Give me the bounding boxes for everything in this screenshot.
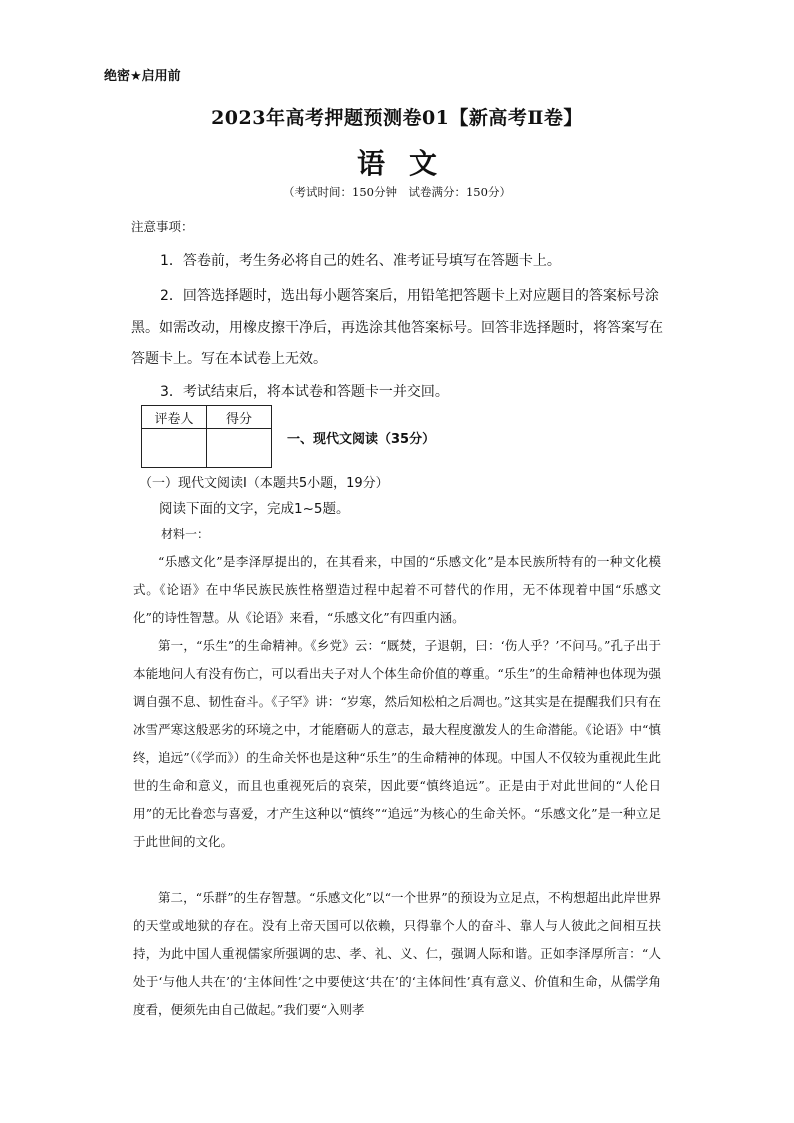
exam-info: （考试时间：150分钟 试卷满分：150分）	[283, 185, 511, 199]
notice-item-1: 1．答卷前，考生务必将自己的姓名、准考证号填写在答题卡上。	[160, 253, 561, 269]
notice-item-2-cont2: 答题卡上。写在本试卷上无效。	[131, 351, 327, 367]
grader-cell	[142, 429, 207, 468]
confidential-mark: 绝密★启用前	[104, 69, 181, 84]
exam-title: 2023年高考押题预测卷01【新高考Ⅱ卷】	[211, 107, 583, 129]
grader-label: 评卷人	[142, 406, 207, 429]
section-heading: 一、现代文阅读（35分）	[287, 432, 436, 447]
paragraph-1: “乐感文化”是李泽厚提出的，在其看来，中国的“乐感文化”是本民族所特有的一种文化模式。《论语》在中华民族民族性格塑造过程中起着不可替代的作用，无不体现着中国“乐感文化”的诗性智慧。从《论语》来看，“乐感文化”有四重内涵。	[133, 554, 661, 625]
paragraph-3: 第二，“乐群”的生存智慧。“乐感文化”以“一个世界”的预设为立足点，不构想超出此岸世界的天堂或地狱的存在。没有上帝天国可以依赖，只得靠个人的奋斗、靠人与人彼此之间相互扶持，为此中国人重视儒家所强调的忠、孝、礼、义、仁，强调人际和谐。正如李泽厚所言：“人处于‘与他人共在’的‘主体间性’之中要使这‘共在’的‘主体间性’真有意义、价值和生命，从儒学角度看，便须先由自己做起。”我们要“入则孝	[133, 890, 661, 1017]
paragraph-2: 第一，“乐生”的生命精神。《乡党》云：“厩焚，子退朝，曰：‘伤人乎？’不问马。”孔子出于本能地问人有没有伤亡，可以看出夫子对人个体生命价值的尊重。“乐生”的生命精神也体现为强调自强不息、韧性奋斗。《子罕》讲：“岁寒，然后知松柏之后凋也。”这其实是在提醒我们只有在冰雪严寒这般恶劣的环境之中，才能磨砺人的意志，最大程度激发人的生命潜能。《论语》中“慎终，追远”（《学而》）的生命关怀也是这种“乐生”的生命精神的体现。中国人不仅较为重视此生此世的生命和意义，而且也重视死后的哀荣，因此要“慎终追远”。正是由于对此世间的“人伦日用”的无比眷恋与喜爱，才产生这种以“慎终”“追远”为核心的生命关怀。“乐感文化”是一种立足于此世间的文化。	[133, 638, 661, 849]
subject-title: 语文	[356, 147, 461, 180]
material-label: 材料一：	[161, 527, 210, 541]
notice-item-2: 2．回答选择题时，选出每小题答案后，用铅笔把答题卡上对应题目的答案标号涂	[160, 288, 659, 304]
part-heading: （一）现代文阅读Ⅰ（本题共5小题，19分）	[139, 476, 389, 491]
score-table	[141, 405, 272, 468]
part-instruction: 阅读下面的文字，完成1~5题。	[159, 501, 350, 517]
score-label: 得分	[207, 406, 272, 429]
score-cell	[207, 429, 272, 468]
notice-item-2-cont: 黑。如需改动，用橡皮擦干净后，再选涂其他答案标号。回答非选择题时，将答案写在	[131, 320, 663, 336]
notice-item-3: 3．考试结束后，将本试卷和答题卡一并交回。	[160, 384, 449, 400]
notice-heading: 注意事项：	[131, 219, 194, 234]
